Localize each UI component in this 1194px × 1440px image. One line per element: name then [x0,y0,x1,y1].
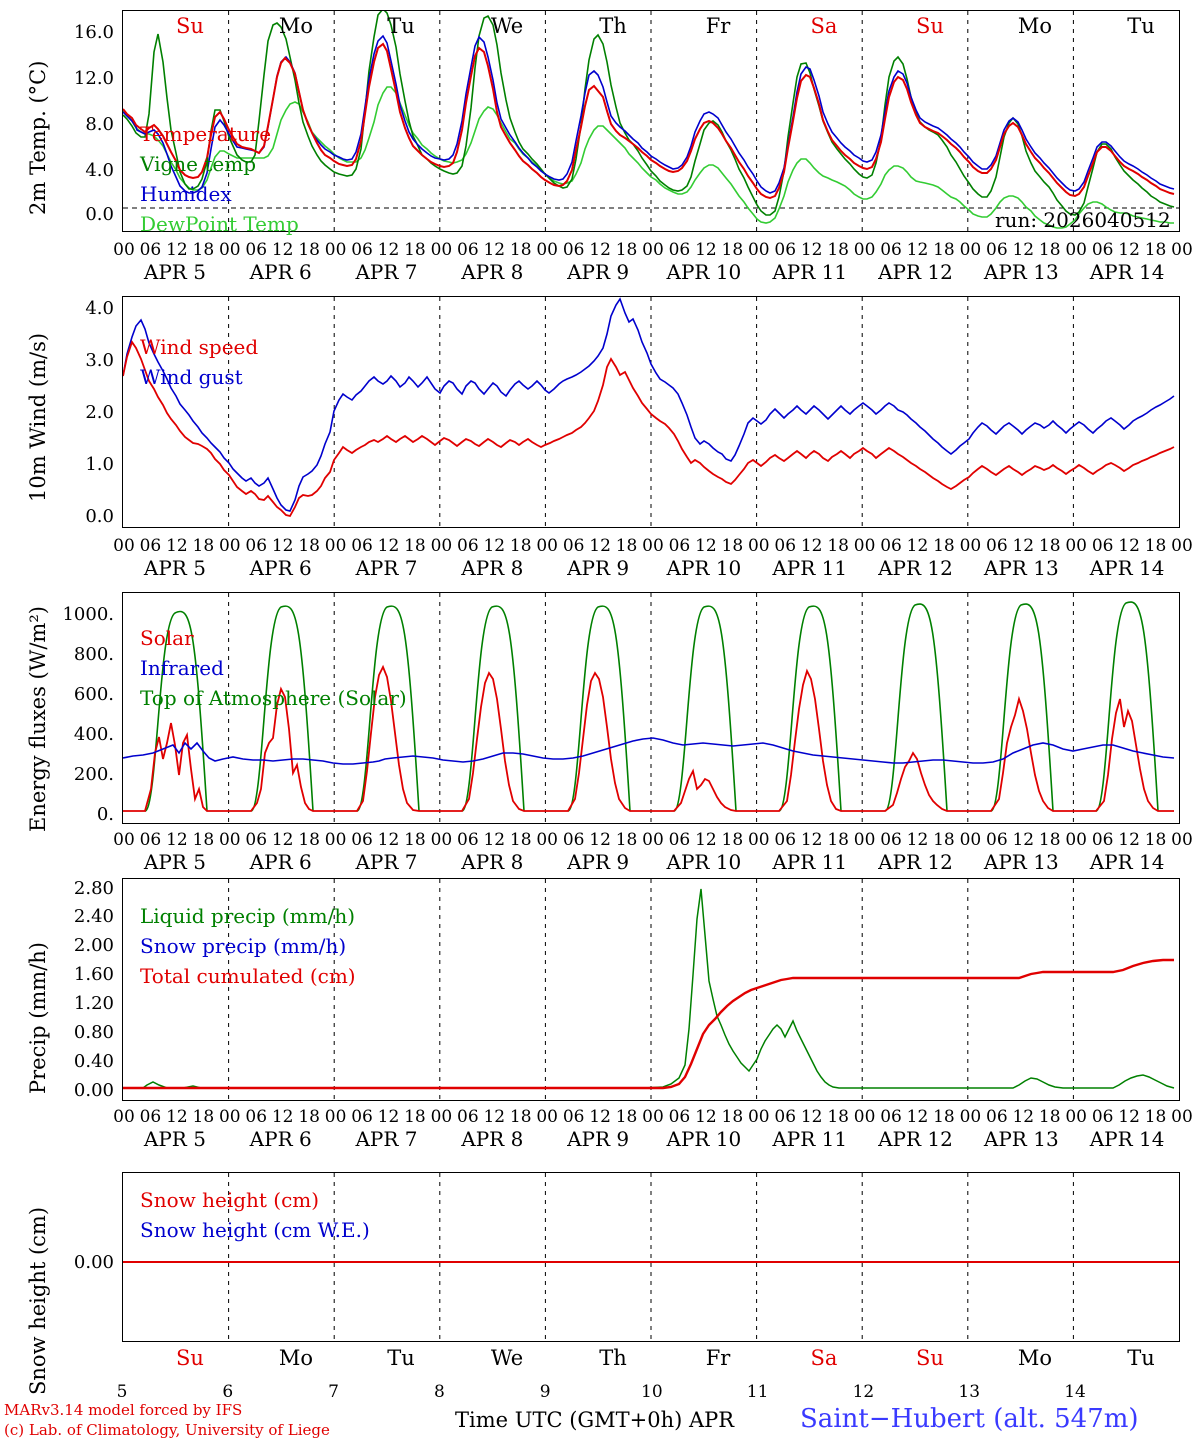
day-label: APR 6 [249,850,312,874]
hour-tick: 18 [827,240,849,260]
ytick-temp-12: 12.0 [73,68,114,89]
hour-tick: 06 [774,830,797,850]
day-label: APR 14 [1089,850,1165,874]
hour-tick: 00 [113,240,135,260]
footer-model-line: MARv3.14 model forced by IFS [4,1401,243,1419]
ytick-precip-160: 1.60 [73,964,114,985]
hour-tick: 12 [166,240,188,260]
hour-tick: 06 [245,536,268,556]
hour-tick: 00 [430,1107,453,1127]
hour-tick: 18 [509,536,532,556]
hour-tick: 00 [853,1107,876,1127]
hour-tick: 18 [192,536,215,556]
legend-top-of-atmosphere: Top of Atmosphere (Solar) [140,686,407,710]
y-axis-label-snow: Snow height (cm) [26,1206,50,1395]
dayname-bottom-su-1: Su [176,1346,204,1370]
hour-tick: 06 [139,1107,162,1127]
hour-tick: 12 [166,830,188,850]
run-annotation: run: 2026040512 [995,208,1171,232]
hour-tick: 00 [536,240,558,260]
hour-tick: 12 [377,536,400,556]
day-label: APR 8 [461,260,524,284]
hour-tick: 06 [351,240,373,260]
day-label: APR 5 [143,556,206,580]
hour-tick: 18 [1144,240,1167,260]
hour-tick: 06 [139,240,162,260]
hour-tick: 18 [192,1107,215,1127]
hour-tick: 06 [457,1107,479,1127]
hour-tick: 12 [1012,536,1035,556]
hour-tick: 12 [906,1107,929,1127]
hour-tick: 00 [324,1107,347,1127]
time-axis-title: Time UTC (GMT+0h) APR [455,1408,735,1432]
ytick-precip-000: 0.00 [73,1080,114,1101]
y-axis-label-precip: Precip (mm/h) [26,941,50,1094]
day-number: 6 [222,1382,234,1402]
day-number: 14 [1064,1382,1086,1402]
hour-tick: 18 [933,1107,955,1127]
hour-tick: 18 [721,830,744,850]
day-number: 8 [433,1382,445,1402]
ytick-wind-4: 4.0 [85,298,114,319]
hour-tick: 18 [827,1107,849,1127]
hour-tick: 18 [1144,1107,1167,1127]
dayname-fr-1: Fr [705,14,731,38]
ytick-wind-3: 3.0 [85,350,114,371]
hour-tick: 00 [536,830,558,850]
hour-tick: 06 [1091,240,1114,260]
day-number: 9 [539,1382,551,1402]
hour-tick: 18 [721,536,744,556]
legend-dewpoint-temp: DewPoint Temp [140,212,299,236]
dayname-su-1: Su [176,14,204,38]
hour-tick: 12 [377,240,400,260]
day-label: APR 6 [249,260,312,284]
hour-tick: 00 [642,536,664,556]
dayname-bottom-tu-1: Tu [387,1346,415,1370]
hour-tick: 18 [192,240,215,260]
hour-tick: 12 [695,830,717,850]
station-label: Saint−Hubert (alt. 547m) [800,1404,1139,1434]
ytick-precip-080: 0.80 [73,1022,114,1043]
legend-liquid-precip: Liquid precip (mm/h) [140,904,356,928]
hour-tick: 12 [166,536,188,556]
day-label: APR 5 [143,1127,206,1151]
day-number: 13 [958,1382,981,1402]
hour-tick: 12 [166,1107,188,1127]
day-label: APR 10 [666,850,742,874]
panel-precip [0,872,1194,1162]
hour-tick: 00 [113,830,135,850]
day-label: APR 13 [983,260,1059,284]
hour-tick: 18 [615,1107,638,1127]
day-label: APR 11 [772,260,848,284]
day-label: APR 9 [567,556,630,580]
hour-tick: 12 [800,536,823,556]
day-number: 5 [116,1382,128,1402]
hour-tick: 12 [695,1107,717,1127]
hour-tick: 06 [245,240,268,260]
day-number: 11 [746,1382,769,1402]
hour-tick: 18 [509,240,532,260]
hour-tick: 12 [1118,240,1140,260]
legend-snow-height-we: Snow height (cm W.E.) [140,1218,370,1242]
hour-tick: 18 [192,830,215,850]
hour-tick: 12 [483,830,506,850]
day-label: APR 13 [983,556,1059,580]
hour-tick: 00 [1171,830,1193,850]
hour-tick: 00 [1065,830,1087,850]
hour-tick: 12 [1118,830,1140,850]
hour-tick: 00 [853,536,876,556]
hour-tick: 12 [906,240,929,260]
day-label: APR 7 [355,850,418,874]
hour-tick: 00 [218,830,241,850]
hour-tick: 12 [271,536,294,556]
hour-tick: 12 [483,536,506,556]
dayname-mo-1: Mo [278,14,314,38]
ytick-temp-8: 8.0 [85,114,114,135]
hour-tick: 00 [959,1107,982,1127]
hour-tick: 12 [589,830,611,850]
hour-tick: 18 [1038,536,1061,556]
day-label: APR 11 [772,1127,848,1151]
hour-tick: 06 [351,830,373,850]
hour-tick: 00 [853,830,876,850]
day-label: APR 8 [461,1127,524,1151]
hour-tick: 06 [986,1107,1008,1127]
dayname-su-2: Su [916,14,944,38]
ytick-energy-600: 600. [73,684,114,705]
day-label: APR 5 [143,850,206,874]
dayname-bottom-mo-1: Mo [278,1346,314,1370]
hour-tick: 00 [747,240,770,260]
hour-tick: 12 [271,830,294,850]
hour-tick: 06 [139,830,162,850]
ytick-energy-400: 400. [73,724,114,745]
temperature-svg [123,11,1179,231]
day-label: APR 14 [1089,556,1165,580]
hour-tick: 06 [245,830,268,850]
ytick-precip-200: 2.00 [73,935,114,956]
hour-tick: 18 [1038,830,1061,850]
hour-tick: 06 [668,536,691,556]
hour-tick: 12 [800,1107,823,1127]
y-axis-label-temperature: 2m Temp. (°C) [26,60,50,215]
hour-tick: 18 [404,830,426,850]
hour-tick: 06 [562,240,585,260]
ytick-temp-0: 0.0 [85,204,114,225]
hour-tick: 00 [1171,536,1193,556]
hour-tick: 06 [668,1107,691,1127]
hour-tick: 00 [747,536,770,556]
ytick-wind-1: 1.0 [85,454,114,475]
hour-tick: 18 [298,1107,320,1127]
ytick-energy-1000: 1000. [62,604,114,625]
panel-temperature [0,0,1194,285]
hour-tick: 18 [827,536,849,556]
day-label: APR 12 [878,260,953,284]
hour-tick: 18 [933,240,955,260]
dayname-bottom-we-1: We [490,1346,524,1370]
hour-tick: 18 [509,830,532,850]
ytick-precip-040: 0.40 [73,1051,114,1072]
day-label: APR 11 [772,556,848,580]
hour-tick: 00 [218,1107,241,1127]
dayname-th-1: Th [599,14,627,38]
hour-tick: 18 [404,240,426,260]
hour-tick: 06 [774,240,797,260]
hour-tick: 00 [536,536,558,556]
hour-tick: 18 [1144,536,1167,556]
hour-tick: 00 [959,830,982,850]
hour-tick: 00 [747,830,770,850]
hour-tick: 12 [377,830,400,850]
hour-tick: 18 [1038,1107,1061,1127]
dayname-bottom-th-1: Th [599,1346,627,1370]
hour-tick: 06 [774,1107,797,1127]
plot-area-wind [122,296,1180,528]
hour-tick: 00 [642,1107,664,1127]
hour-tick: 06 [880,830,902,850]
hour-tick: 06 [774,536,797,556]
hour-tick: 12 [1012,830,1035,850]
hour-tick: 12 [589,536,611,556]
day-label: APR 7 [355,260,418,284]
ytick-precip-120: 1.20 [73,993,114,1014]
day-number: 10 [641,1382,663,1402]
ytick-temp-16: 16.0 [73,22,114,43]
hour-tick: 18 [827,830,849,850]
hour-tick: 06 [1091,1107,1114,1127]
ytick-wind-0: 0.0 [85,506,114,527]
legend-snow-height: Snow height (cm) [140,1188,320,1212]
hour-tick: 06 [139,536,162,556]
hour-tick: 18 [509,1107,532,1127]
hour-tick: 00 [1065,1107,1087,1127]
hour-tick: 00 [430,240,453,260]
hour-tick: 06 [1091,830,1114,850]
dayname-sa-1: Sa [810,14,838,38]
hour-tick: 18 [721,240,744,260]
hour-tick: 00 [218,536,241,556]
dayname-bottom-mo-2: Mo [1017,1346,1053,1370]
hour-tick: 06 [457,240,479,260]
hour-tick: 06 [986,830,1008,850]
footer-copyright-line: (c) Lab. of Climatology, University of Liege [4,1421,330,1439]
legend-total-cumulated: Total cumulated (cm) [140,964,356,988]
legend-solar: Solar [140,626,194,650]
hour-tick: 06 [245,1107,268,1127]
hour-tick: 00 [959,536,982,556]
hour-tick: 00 [218,240,241,260]
day-label: APR 9 [567,1127,630,1151]
hour-tick: 06 [668,240,691,260]
wind-svg [123,297,1179,527]
hour-tick: 18 [933,536,955,556]
hour-tick: 18 [615,830,638,850]
legend-infrared: Infrared [140,656,224,680]
day-label: APR 7 [355,556,418,580]
day-label: APR 9 [567,260,630,284]
legend-temperature: Temperature [140,122,272,146]
day-label: APR 5 [143,260,206,284]
dayname-mo-2: Mo [1017,14,1053,38]
y-axis-label-energy: Energy fluxes (W/m²) [26,606,50,832]
hour-tick: 12 [1012,1107,1035,1127]
day-label: APR 10 [666,556,742,580]
hour-tick: 12 [800,830,823,850]
hour-tick: 00 [430,830,453,850]
day-label: APR 13 [983,1127,1059,1151]
hour-tick: 00 [642,830,664,850]
panel-energy-fluxes [0,582,1194,874]
day-label: APR 9 [567,850,630,874]
hour-tick: 06 [457,536,479,556]
hour-tick: 00 [1065,536,1087,556]
hour-tick: 18 [298,536,320,556]
legend-wind-speed: Wind speed [140,335,259,359]
hour-tick: 00 [324,240,347,260]
hour-tick: 06 [986,536,1008,556]
hour-tick: 00 [642,240,664,260]
day-label: APR 14 [1089,260,1165,284]
hour-tick: 06 [351,1107,373,1127]
day-label: APR 8 [461,850,524,874]
plot-area-temperature [122,10,1180,232]
hour-tick: 12 [483,1107,506,1127]
hour-tick: 12 [1118,1107,1140,1127]
hour-tick: 18 [404,1107,426,1127]
hour-tick: 12 [1118,536,1140,556]
ytick-energy-200: 200. [73,764,114,785]
hour-tick: 18 [615,536,638,556]
y-axis-label-wind: 10m Wind (m/s) [26,332,50,502]
hour-tick: 00 [430,536,453,556]
ytick-energy-0: 0. [96,804,114,825]
day-number: 7 [328,1382,339,1402]
legend-vigne-temp: Vigne temp [140,152,257,176]
hour-tick: 06 [562,1107,585,1127]
hour-tick: 06 [668,830,691,850]
day-label: APR 12 [878,850,953,874]
hour-tick: 18 [933,830,955,850]
dayname-tu-1: Tu [387,14,415,38]
hour-tick: 12 [271,1107,294,1127]
day-label: APR 6 [249,556,312,580]
ytick-snow-000: 0.00 [73,1252,114,1273]
dayname-we-1: We [490,14,524,38]
hour-tick: 18 [721,1107,744,1127]
hour-tick: 12 [906,830,929,850]
hour-tick: 00 [536,1107,558,1127]
day-label: APR 12 [878,556,953,580]
hour-tick: 18 [1144,830,1167,850]
dayname-bottom-su-2: Su [916,1346,944,1370]
day-label: APR 10 [666,1127,742,1151]
hour-tick: 12 [589,240,611,260]
hour-tick: 12 [271,240,294,260]
hour-tick: 00 [324,830,347,850]
hour-tick: 00 [113,1107,135,1127]
dayname-tu-2: Tu [1127,14,1155,38]
dayname-bottom-tu-2: Tu [1127,1346,1155,1370]
day-label: APR 8 [461,556,524,580]
hour-tick: 00 [959,240,982,260]
dayname-bottom-fr-1: Fr [705,1346,731,1370]
hour-tick: 12 [1012,240,1035,260]
hour-tick: 06 [562,536,585,556]
hour-tick: 00 [747,1107,770,1127]
hour-tick: 06 [880,536,902,556]
day-label: APR 13 [983,850,1059,874]
hour-tick: 06 [880,1107,902,1127]
hour-tick: 12 [800,240,823,260]
hour-tick: 18 [404,536,426,556]
ytick-wind-2: 2.0 [85,402,114,423]
panel-wind [0,288,1194,580]
hour-tick: 12 [483,240,506,260]
day-label: APR 12 [878,1127,953,1151]
day-label: APR 10 [666,260,742,284]
hour-tick: 06 [880,240,902,260]
hour-tick: 00 [853,240,876,260]
hour-tick: 06 [562,830,585,850]
hour-tick: 18 [1038,240,1061,260]
hour-tick: 12 [906,536,929,556]
hour-tick: 06 [351,536,373,556]
hour-tick: 00 [1171,240,1193,260]
ytick-energy-800: 800. [73,644,114,665]
day-label: APR 11 [772,850,848,874]
dayname-bottom-sa-1: Sa [810,1346,838,1370]
ytick-precip-280: 2.80 [73,878,114,899]
hour-tick: 00 [324,536,347,556]
day-label: APR 7 [355,1127,418,1151]
legend-humidex: Humidex [140,182,232,206]
day-number: 12 [852,1382,875,1402]
hour-tick: 00 [1065,240,1087,260]
hour-tick: 06 [457,830,479,850]
legend-snow-precip: Snow precip (mm/h) [140,934,347,958]
hour-tick: 06 [1091,536,1114,556]
hour-tick: 06 [986,240,1008,260]
hour-tick: 00 [1171,1107,1193,1127]
hour-tick: 12 [377,1107,400,1127]
hour-tick: 00 [113,536,135,556]
hour-tick: 12 [695,536,717,556]
panel-snow-height [0,1160,1194,1440]
ytick-precip-240: 2.40 [73,906,114,927]
hour-tick: 12 [589,1107,611,1127]
day-label: APR 14 [1089,1127,1165,1151]
day-label: APR 6 [249,1127,312,1151]
legend-wind-gust: Wind gust [140,365,243,389]
hour-tick: 18 [298,830,320,850]
hour-tick: 18 [615,240,638,260]
hour-tick: 12 [695,240,717,260]
hour-tick: 18 [298,240,320,260]
ytick-temp-4: 4.0 [85,160,114,181]
